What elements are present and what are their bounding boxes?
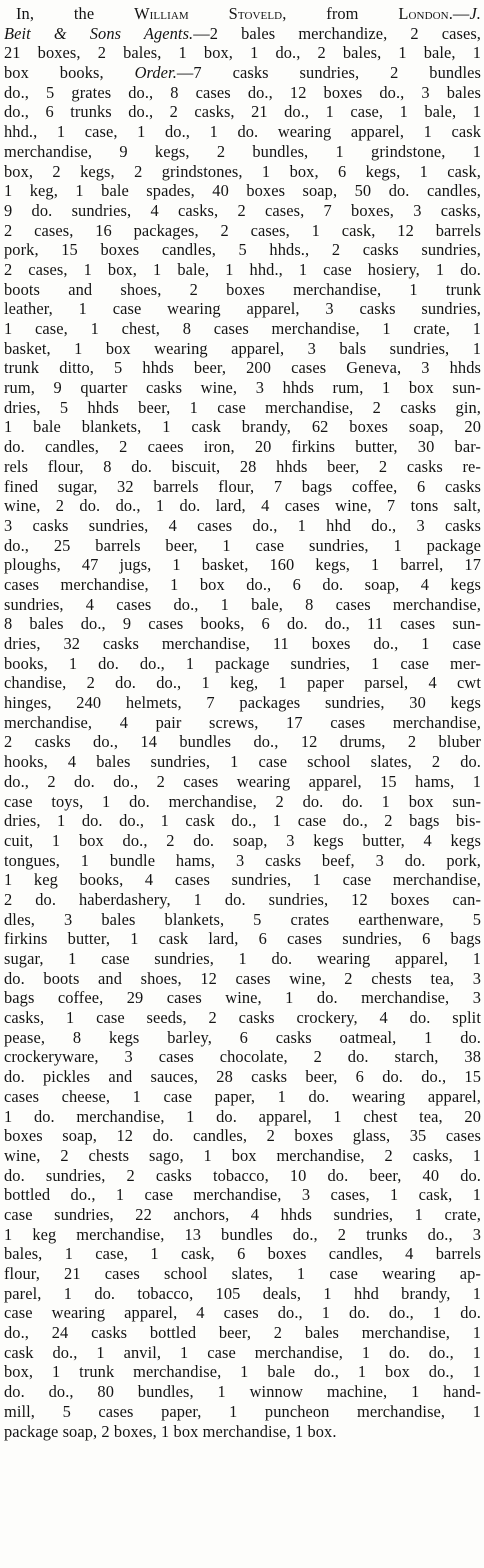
article-line: chandise, 2 do. do., 1 keg, 1 paper parsel, 4 cwt xyxy=(4,673,481,693)
article-line: mill, 5 cases paper, 1 puncheon merchandise, 1 xyxy=(4,1401,481,1421)
article-line: merchandise, 9 kegs, 2 bundles, 1 grindstone, 1 xyxy=(4,141,481,161)
article-line: dries, 1 do. do., 1 cask do., 1 case do., 2 bags bis- xyxy=(4,811,481,831)
heading-prefix: In xyxy=(16,4,30,23)
article-line: do. sundries, 2 casks tobacco, 10 do. beer, 40 do. xyxy=(4,1165,481,1185)
article-line: do. candles, 2 caees iron, 20 firkins butter, 30 bar- xyxy=(4,437,481,457)
article-line: wine, 2 chests sago, 1 box merchandise, 2 casks, 1 xyxy=(4,1145,481,1165)
article-line: books, 1 do. do., 1 package sundries, 1 case mer- xyxy=(4,653,481,673)
article-line: cases merchandise, 1 box do., 6 do. soap, 4 kegs xyxy=(4,574,481,594)
article-line: leather, 1 case wearing apparel, 3 casks sundries, xyxy=(4,299,481,319)
article-line: 1 bale blankets, 1 cask brandy, 62 boxes soap, 20 xyxy=(4,417,481,437)
article-line: box, 2 kegs, 2 grindstones, 1 box, 6 kegs, 1 cask, xyxy=(4,161,481,181)
article-line: dries, 32 casks merchandise, 11 boxes do., 1 case xyxy=(4,634,481,653)
article-line: hhd., 1 case, 1 do., 1 do. wearing apparel, 1 cask xyxy=(4,122,481,142)
article-line: pork, 15 boxes candles, 5 hhds., 2 casks sundries, xyxy=(4,240,481,260)
origin-port: London xyxy=(398,4,449,23)
article-line: 1 keg, 1 bale spades, 40 boxes soap, 50 do. candles, xyxy=(4,181,481,201)
article-line: ploughs, 47 jugs, 1 basket, 160 kegs, 1 barrel, 17 xyxy=(4,555,481,575)
article-line: case wearing apparel, 4 cases do., 1 do. do., 1 do. xyxy=(4,1303,481,1323)
article-heading-line xyxy=(4,4,481,24)
article-line: boots and shoes, 2 boxes merchandise, 1 trunk xyxy=(4,279,481,299)
article-line: dries, 5 hhds beer, 1 case merchandise, 2 casks gin, xyxy=(4,397,481,417)
article-line: casks, 1 case seeds, 2 casks crockery, 4 do. split xyxy=(4,1008,481,1028)
article-line-2 xyxy=(4,24,481,44)
article-line: sundries, 4 cases do., 1 bale, 8 cases merchandise, xyxy=(4,594,481,614)
article-line: case sundries, 22 anchors, 4 hhds sundries, 1 crate, xyxy=(4,1204,481,1224)
article-line: 1 case, 1 chest, 8 cases merchandise, 1 crate, 1 xyxy=(4,319,481,338)
vessel-name: William Stoveld xyxy=(134,4,283,23)
article-line: do. pickles and sauces, 28 casks beer, 6 do. do., 15 xyxy=(4,1067,481,1087)
article-line: bales, 1 case, 1 cask, 6 boxes candles, 4 barrels xyxy=(4,1244,481,1264)
article-line: basket, 1 box wearing apparel, 3 bals sundries, 1 xyxy=(4,338,481,358)
article-line: boxes soap, 12 do. candles, 2 boxes glass, 35 cases xyxy=(4,1126,481,1146)
article-line: parel, 1 do. tobacco, 105 deals, 1 hhd brandy, 1 xyxy=(4,1283,481,1303)
article-line: 1 keg merchandise, 13 bundles do., 2 trunks do., 3 xyxy=(4,1224,481,1244)
article-line: sugar, 1 case sundries, 1 do. wearing apparel, 1 xyxy=(4,949,481,968)
article-line: flour, 21 cases school slates, 1 case wearing ap- xyxy=(4,1264,481,1283)
article-line: do., 25 barrels beer, 1 case sundries, 1 package xyxy=(4,535,481,555)
article-line: 2 casks do., 14 bundles do., 12 drums, 2 bluber xyxy=(4,732,481,752)
article-line: do., 5 grates do., 8 cases do., 12 boxes do., 3 bales xyxy=(4,82,481,102)
heading-from: , from xyxy=(282,4,399,23)
article-line: 2 do. haberdashery, 1 do. sundries, 12 boxes can- xyxy=(4,889,481,909)
heading-dash: .— xyxy=(448,4,470,23)
article-line: 21 boxes, 2 bales, 1 box, 1 do., 2 bales, 1 bale, 1 xyxy=(4,43,481,63)
article-line: 3 casks sundries, 4 cases do., 1 hhd do., 3 casks xyxy=(4,515,481,535)
article-line: tongues, 1 bundle hams, 3 casks beef, 3 do. pork, xyxy=(4,850,481,870)
article-line: 8 bales do., 9 cases books, 6 do. do., 11 cases sun- xyxy=(4,614,481,634)
article-line: 2 cases, 1 box, 1 bale, 1 hhd., 1 case hosiery, 1 do. xyxy=(4,259,481,279)
article-body xyxy=(4,83,481,1441)
article-line: wine, 2 do. do., 1 do. lard, 4 cases wine, 7 tons salt, xyxy=(4,496,481,516)
article-line: do., 24 casks bottled beer, 2 bales merchandise, 1 xyxy=(4,1323,481,1343)
article-line: rels flour, 8 do. biscuit, 28 hhds beer, 2 casks re- xyxy=(4,456,481,476)
article-line: 2 cases, 16 packages, 2 cases, 1 cask, 12 barrels xyxy=(4,220,481,240)
article-line: package soap, 2 boxes, 1 box merchandise, 1 box. xyxy=(4,1421,337,1441)
article-line: hooks, 4 bales sundries, 1 case school slates, 2 do. xyxy=(4,752,481,772)
article-line: do. do., 80 bundles, 1 winnow machine, 1 hand- xyxy=(4,1382,481,1402)
article-line: bottled do., 1 case merchandise, 3 cases, 1 cask, 1 xyxy=(4,1185,481,1205)
article-line: dles, 3 bales blankets, 5 crates earthenware, 5 xyxy=(4,909,481,929)
heading-comma: , the xyxy=(29,4,135,23)
order-label: Order. xyxy=(134,63,177,83)
order-suffix: —7 casks sundries, 2 bundles xyxy=(176,63,481,83)
article-line: hinges, 240 helmets, 7 packages sundries, 30 kegs xyxy=(4,693,481,713)
article-line: rum, 9 quarter casks wine, 3 hhds rum, 1 box sun- xyxy=(4,378,481,398)
order-prefix: box books, xyxy=(4,63,135,83)
article-line: do., 2 do. do., 2 cases wearing apparel, 15 hams, 1 xyxy=(4,771,481,791)
article-order-line xyxy=(4,63,481,83)
article-line: do. boots and shoes, 12 cases wine, 2 chests tea, 3 xyxy=(4,968,481,988)
cargo-start: —2 bales merchandize, 2 cases, xyxy=(193,23,481,43)
article-line: do., 6 trunks do., 2 casks, 21 do., 1 case, 1 bale, 1 xyxy=(4,102,481,122)
article-line: bags coffee, 29 cases wine, 1 do. merchandise, 3 xyxy=(4,988,481,1008)
article-line: fined sugar, 32 barrels flour, 7 bags coffee, 6 casks xyxy=(4,476,481,496)
article-line: cases cheese, 1 case paper, 1 do. wearing apparel, xyxy=(4,1086,481,1106)
article-line: trunk ditto, 5 hhds beer, 200 cases Geneva, 3 hhds xyxy=(4,358,481,378)
article-line: 1 do. merchandise, 1 do. apparel, 1 chest tea, 20 xyxy=(4,1106,481,1126)
article-line: merchandise, 4 pair screws, 17 cases merchandise, xyxy=(4,712,481,732)
article-line: 1 keg books, 4 cases sundries, 1 case merchandise, xyxy=(4,870,481,890)
agent-name-part2: Beit & Sons Agents. xyxy=(4,23,194,43)
article-line: crockeryware, 3 cases chocolate, 2 do. starch, 38 xyxy=(4,1047,481,1067)
article-line: pease, 8 kegs barley, 6 casks oatmeal, 1 do. xyxy=(4,1027,481,1047)
article-line: box, 1 trunk merchandise, 1 bale do., 1 box do., 1 xyxy=(4,1362,481,1382)
article-line: cuit, 1 box do., 2 do. soap, 3 kegs butter, 4 kegs xyxy=(4,830,481,850)
article-line: case toys, 1 do. merchandise, 2 do. do. 1 box sun- xyxy=(4,791,481,811)
agent-name-part1: J. xyxy=(469,4,481,23)
article-line: 9 do. sundries, 4 casks, 2 cases, 7 boxes, 3 casks, xyxy=(4,200,481,220)
article-line: firkins butter, 1 cask lard, 6 cases sundries, 6 bags xyxy=(4,929,481,949)
article-line: cask do., 1 anvil, 1 case merchandise, 1 do. do., 1 xyxy=(4,1342,481,1362)
